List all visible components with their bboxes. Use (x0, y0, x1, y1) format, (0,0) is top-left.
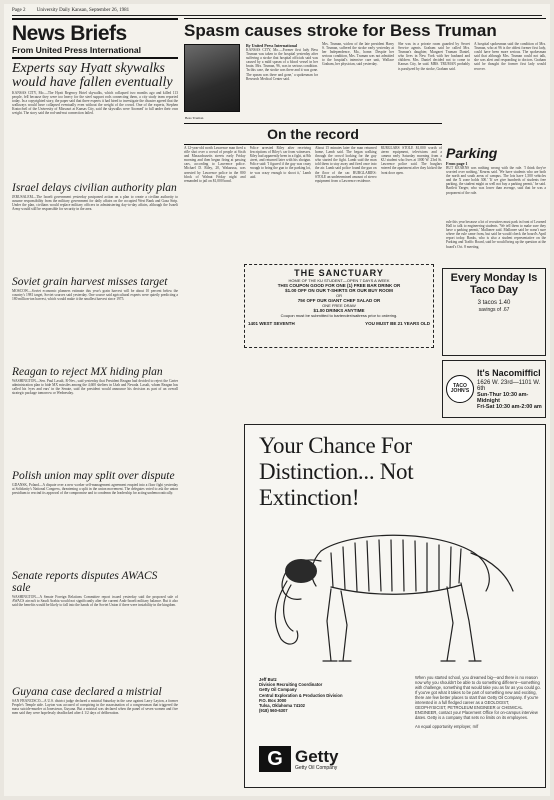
story-body: KANSAS CITY, Mo.—Former first lady Bess Truman was taken to the hospital yesterday after suffering a stroke that hospital officials said was caused by a mild spasm of a blood vessel in her brain. Mrs. Truman, 96, was in serious condition. 'In this case, the stroke was there and it was gone. The spasm was there and gone,' a spokesman for Research Medical Center said. (246, 48, 318, 81)
story-headline: Polish union may split over dispute (12, 470, 175, 482)
spasm-col-3: She was in a private room guarded by Secret Service agents. Graham said he called Mrs. Truman's daughter, Margaret Truman Daniel, who lives in New York with her husband and children. Mrs. Daniel decided not to come to Kansas City, he said. MRS. TRUMAN probably is paralyzed by the stroke, Graham said. (398, 42, 470, 71)
parking-headline: Parking (446, 145, 498, 161)
taco-johns-address: 1626 W. 23rd—1101 W. 6th (477, 380, 541, 392)
sanctuary-coupon[interactable] (244, 264, 434, 348)
story-polish (12, 470, 178, 567)
record-col-3: About 15 minutes later the man returned home, Lamb said. The began walking through the crowd looking for the guy who started the fight. Lamb said the man told them to stay away and fired once into the air. Lamb said police found the gun on the floor of the car. BURGLARIES: STOLE an undetermined amount of stereo equipment from a Lawrence residence. (315, 146, 377, 183)
contact-phone: (918) 560-6307 (259, 708, 288, 714)
getty-logo-word: Getty (295, 746, 339, 766)
parking-story (446, 146, 546, 261)
right-area (184, 18, 546, 790)
getty-body-text: When you started school, you dreamed big—and there is no reason now why you shouldn't be able to do something different—something with challenge, something that would take you as far as you could go. If you've got what it takes to be part of something new and exciting, there are few better places to start than Getty Oil Company. If you're interested in a full fledged career as a GEOLOGIST, GEOPHYSICIST, PETROLEUM ENGINEER or CHEMICAL ENGINEER, contact your Placement Office for on-campus interview dates. Getty is a company that sets no limits on its employees. (415, 675, 541, 720)
story-reagan (12, 366, 178, 467)
coupon-line: 75¢ OFF OUR GIANT CHEF SALAD OR (297, 298, 381, 303)
newspaper-page (4, 4, 550, 796)
record-col-2: Police arrested Riley after receiving descriptions of Riley's car from witnesses. Riley had apparently been in a fight, at 8th street, and returned later with his shotgun. Police said: 'I figured if the guy was crazy enough to bring the gun to the parking lot, he was crazy enough to shoot it,' Lamb said. (249, 146, 311, 179)
taco-saving: savings of .67 (478, 307, 510, 313)
story-awacs (12, 570, 178, 683)
getty-body (415, 675, 541, 729)
contact-company: Getty Oil Company (259, 687, 297, 693)
getty-logo-sub: Getty Oil Company (295, 764, 338, 771)
taco-johns-text (477, 368, 542, 410)
taco-johns-hours: Fri-Sat 10:30 am-2:00 am (477, 404, 542, 410)
story-headline: Experts say Hyatt skywalks would have fallen eventually (12, 61, 173, 90)
story-guyana (12, 686, 178, 759)
getty-headline: Your Chance For Distinction... Not Extinction! (259, 433, 414, 510)
bess-truman-photo (184, 44, 240, 120)
taco-johns-headline: It's Nacomifficl (477, 368, 541, 378)
story-headline: Israel delays civilian authority plan (12, 182, 177, 194)
taco-day-ad (442, 268, 546, 356)
taco-johns-hours: Sun-Thur 10:30 am-Midnight (477, 392, 529, 404)
photo-caption: Bess Truman (185, 116, 204, 120)
story-soviet (12, 276, 178, 363)
story-headline: Reagan to reject MX hiding plan (12, 366, 163, 378)
coupon-footer (248, 321, 430, 326)
contact-name: Jeff Butz (259, 677, 277, 682)
story-credit: By United Press International (246, 43, 297, 48)
coupon-line: OR (336, 293, 342, 298)
coupon-line: Coupon must be submitted to bartender/waitress prior to ordering. (280, 313, 398, 318)
story-headline: Senate reports disputes AWACS sale (12, 570, 158, 594)
story-body: JERUSALEM—The Israeli government yesterday postponed action on a plan to create a civilian authority to assume responsibility from the military government for daily affairs on the occupied West Bank and Gaza Strip. Under the plan, civilians would replace military officers in administering day-to-day affairs, although the Israeli Army would still be responsible for security in the area. (12, 195, 178, 212)
mammoth-skeleton-illustration (261, 521, 537, 671)
coupon-line: HOME OF THE KU STUDENT—OPEN 7 DAYS A WEEK (288, 278, 390, 283)
story-body: WASHINGTON—Sen. Paul Laxalt, R-Nev., said yesterday that President Reagan had decided to reject the Carter administration plan to hide MX missiles among the 4,600 shelters in Utah and Nevada. Laxalt, whom Reagan has called his 'eyes and ears' in the Senate, said the president would announce his decision as part of an overall strategic package tomorrow or Wednesday. (12, 379, 178, 396)
getty-logo-text (295, 748, 338, 771)
taco-headline: Every Monday Is Taco Day (450, 272, 538, 296)
paper-dateline: University Daily Kansan, September 26, 1981 (36, 8, 130, 13)
story-body: GDANSK, Poland—A dispute over a new worker self-management agreement erupted into a floor fight yesterday at Solidarity's National Congress, threatening a split in the union movement. The delegates voted to ask the union presidium to rescind its approval of the compromise and to condemn the leadership for acting undemocratically. (12, 483, 178, 496)
contact-city: Tulsa, Oklahoma 74102 (259, 703, 306, 709)
contact-box: P.O. Box 3000 (259, 697, 287, 703)
record-col-4: BURGLARS STOLE $1,000 worth of stereo equipment, televisions and a camera early Saturday morning from a KU student who lives at 1000 W. 23rd St. Lawrence police said. The burglars entered the apartment after they kicked the front door open. (380, 146, 442, 175)
story-body: MOSCOW—Soviet economic planners estimate this year's grain harvest will be about 10 percent below the country's 1981 target, Soviet sources said yesterday. One source said agricultural experts were quietly predicting a 180 million-ton harvest, which would make it the smallest harvest since 1975. (12, 289, 178, 302)
story-hyatt (12, 62, 178, 179)
news-briefs-column (12, 18, 178, 790)
page-folio (12, 8, 542, 16)
contact-title: Division Recruiting Coordinator (259, 682, 323, 688)
parking-body: BUT KEARNS was nothing wrong with the rule. 'I think they're worried over nothing,' Kearns said. 'We have students who are both the north and south areas of campus. The lots have 1,500 vehicles and the X zone holds 300.' 'If we give hundreds of students free parking, the student might as well not buy a parking permit,' he said. Bartlett Yaeger, who was lower than average, said that he was a proponent of the rule. (446, 166, 546, 195)
coupon-business-name: THE SANCTUARY (294, 268, 384, 278)
coupon-line: $1.00 DRINKS ANYTIME (313, 308, 365, 313)
coupon-line: THIS COUPON GOOD FOR ONE (1) FREE BAR DRINK OR (277, 283, 401, 288)
taco-offer: 3 tacos 1.40 (477, 300, 511, 306)
getty-oil-ad (244, 424, 546, 788)
taco-johns-logo: TACO JOHN'S (446, 375, 474, 403)
story-body: KANSAS CITY, Mo.—The Hyatt Regency Hotel skywalks, which collapsed two months ago and killed 113 people, fell because they were too heavy for the steel support rods connecting them, a city study team reported today. In a copyrighted story, the paper said that three experts it had hired to investigate the disaster agreed that the walkways would have collapsed eventually even without the weight of the crowd. One of the experts, Stephen Kratochvil of the University of Missouri at Kansas City, said the skywalks were 'doomed' to fall under their own weight. The story said the rod-and-nut connection failed. (12, 91, 178, 116)
story-body: SAN FRANCISCO—A U.S. district judge declared a mistrial Saturday in the case against Larry Layton, a former People's Temple aide. Layton was accused of conspiring in the assassination of a congressman that triggered the mass suicide-murder at Jonestown, Guyana. But a mistrial was declared when the panel of seven women and five men said they were hopelessly deadlocked after 4 1/2 days of deliberation. (12, 699, 178, 716)
on-the-record-title: On the record (184, 123, 442, 145)
spasm-col-2: Mrs. Truman, widow of the late president Harry S. Truman, suffered the stroke early yesterday at her Independence, Mo., home. Despite her serious condition, Mrs. Truman was not admitted to the hospital's intensive care unit, Wallace Graham, her physician, said yesterday. (322, 42, 394, 67)
story-headline: Guyana case declared a mistrial (12, 686, 162, 698)
coupon-age: YOU MUST BE 21 YEARS OLD (365, 321, 430, 326)
parking-body-cont: rule this year because a lot of recruiters must park in front of Learned Hall to talk to engineering students. 'We tell them to make sure they have a parking permit,' Mallonee said. Mallonee said he wasn't sure where the rule came from, but said he would check the board's April report today. Banks, who is also a student representative on the Parking and Traffic Board, said he would bring up the question at the board's Oct. 8 meeting. (446, 220, 546, 249)
spasm-col-4: A hospital spokesman said the condition of Mrs. Truman, who at 96 is the oldest former first lady, could have been more serious. The spokesman said that although Mrs. Truman could not talk, she was alert and responding to doctors. Graham said he thought the former first lady would recover. (474, 42, 546, 71)
spasm-col-1 (246, 42, 318, 122)
record-col-1: A 12-year-old north Lawrence man fired a rifle shot over a crowd of people at Sixth and Massachusetts streets early Friday morning and then began firing at passing cars, according to Lawrence police. Michael D. Riley, 20, Wakarusa, was arrested by Lawrence police in the 800 block of Walnut Friday night and remanded to jail on $1,000 bond. (184, 146, 246, 183)
story-headline: Soviet grain harvest misses target (12, 276, 168, 288)
coupon-line: ONE FREE DRAW (322, 303, 356, 308)
getty-contact (259, 677, 349, 713)
news-briefs-title: News Briefs (12, 18, 178, 45)
on-the-record-columns (184, 146, 442, 258)
spasm-story-columns (246, 42, 546, 122)
story-israel (12, 182, 178, 273)
news-briefs-subtitle: From United Press International (12, 45, 178, 59)
taco-johns-ad (442, 360, 546, 418)
coupon-address: 1401 WEST SEVENTH (248, 321, 295, 326)
contact-dept: Central Exploration & Production Division (259, 692, 343, 698)
coupon-line: $1.00 OFF ON OUR T-SHIRTS OR OUR BUY ROOM (285, 288, 393, 293)
getty-eeo: An equal opportunity employer, m/f (415, 724, 479, 729)
story-body: WASHINGTON—A Senate Foreign Relations Committee report issued yesterday said the proposed sale of AWACS aircraft to Saudi Arabia would not significantly alter the current Arab-Israeli military balance. But it also said the benefits would be likely to fall into the hands of the Soviet Union if there were instability in the kingdom. (12, 595, 178, 608)
from-page-label: From page 1 (446, 161, 468, 166)
spasm-headline: Spasm causes stroke for Bess Truman (184, 18, 546, 40)
getty-logo (259, 745, 359, 773)
getty-logo-mark: G (259, 746, 291, 772)
page-number: Page 2 (12, 8, 26, 13)
